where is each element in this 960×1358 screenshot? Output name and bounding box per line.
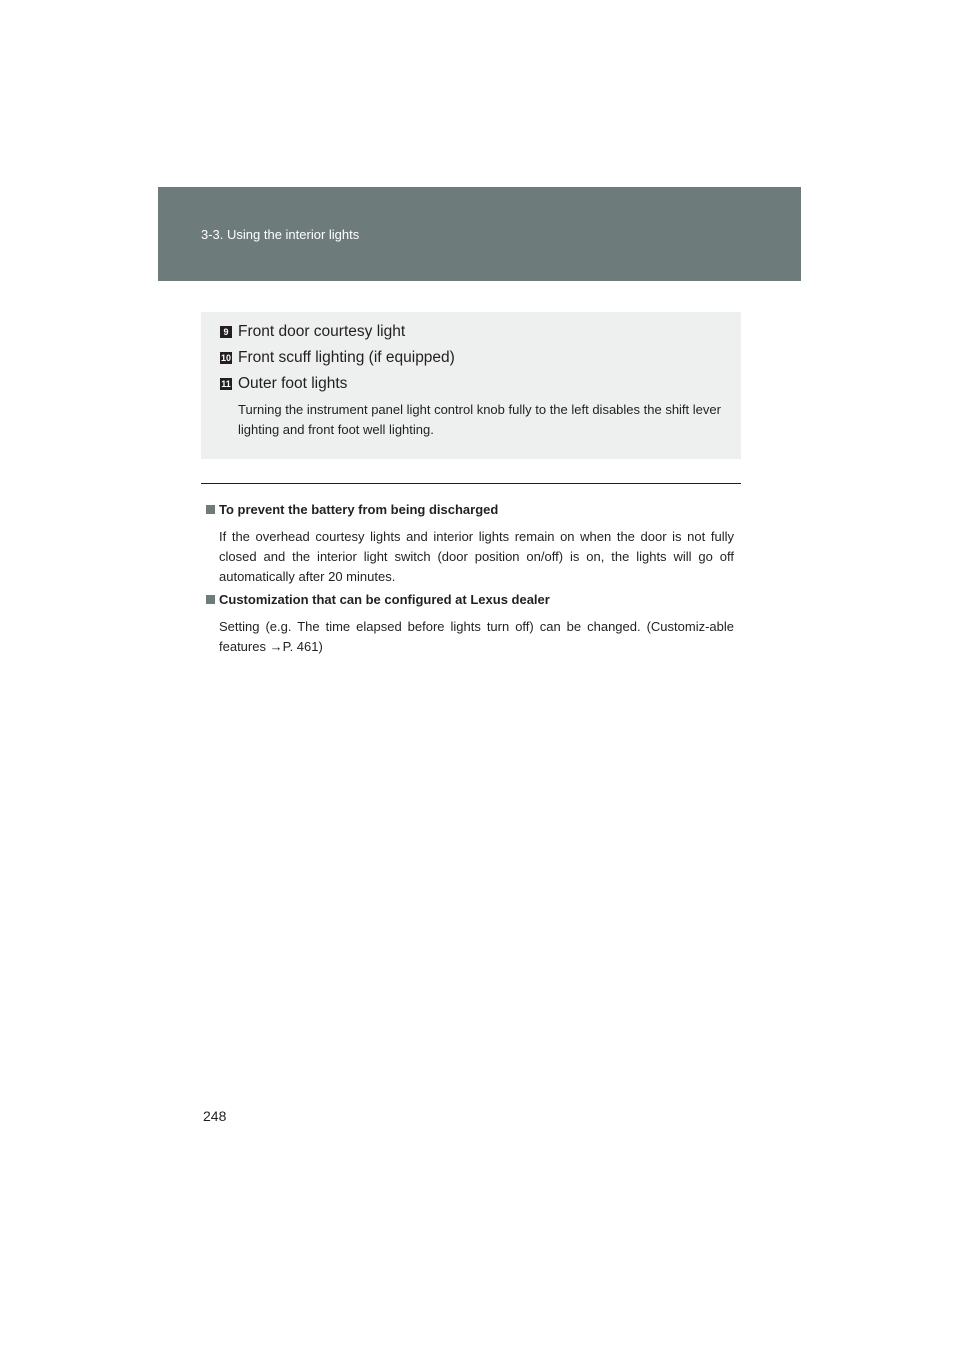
item-label: Front scuff lighting (if equipped)	[238, 349, 455, 366]
note-body-customization: Setting (e.g. The time elapsed before lights turn off) can be changed. (Customiz-able features →P. 461)	[219, 619, 734, 654]
number-11-icon: 11	[221, 379, 231, 389]
note-heading-battery	[206, 502, 498, 517]
item-label: Front door courtesy light	[238, 323, 406, 340]
note-heading-text: To prevent the battery from being discharged	[219, 502, 499, 517]
item-label: Outer foot lights	[238, 375, 348, 392]
list-item-front-door-courtesy-light	[220, 321, 405, 343]
note-heading-customization	[206, 592, 550, 607]
number-10-icon: 10	[220, 353, 231, 363]
square-bullet-icon	[206, 505, 215, 514]
list-item-outer-foot-lights	[220, 373, 347, 395]
note-heading-text: Customization that can be configured at Lexus dealer	[219, 592, 550, 607]
number-9-icon: 9	[220, 326, 232, 338]
outer-foot-lights-note: Turning the instrument panel light control knob fully to the left disables the shift lever lighting and front foot well lighting.	[238, 402, 721, 437]
page-number: 248	[203, 1108, 227, 1124]
note-body-battery: If the overhead courtesy lights and interior lights remain on when the door is not fully closed and the interior light switch (door position on/off) is on, the lights will go off automatically after 20 minutes.	[219, 529, 734, 584]
list-item-front-scuff-lighting	[220, 347, 455, 369]
section-header-band	[158, 187, 801, 281]
square-bullet-icon	[206, 595, 215, 604]
divider	[201, 483, 741, 484]
section-title: 3-3. Using the interior lights	[201, 227, 360, 242]
light-list-box	[201, 312, 741, 459]
